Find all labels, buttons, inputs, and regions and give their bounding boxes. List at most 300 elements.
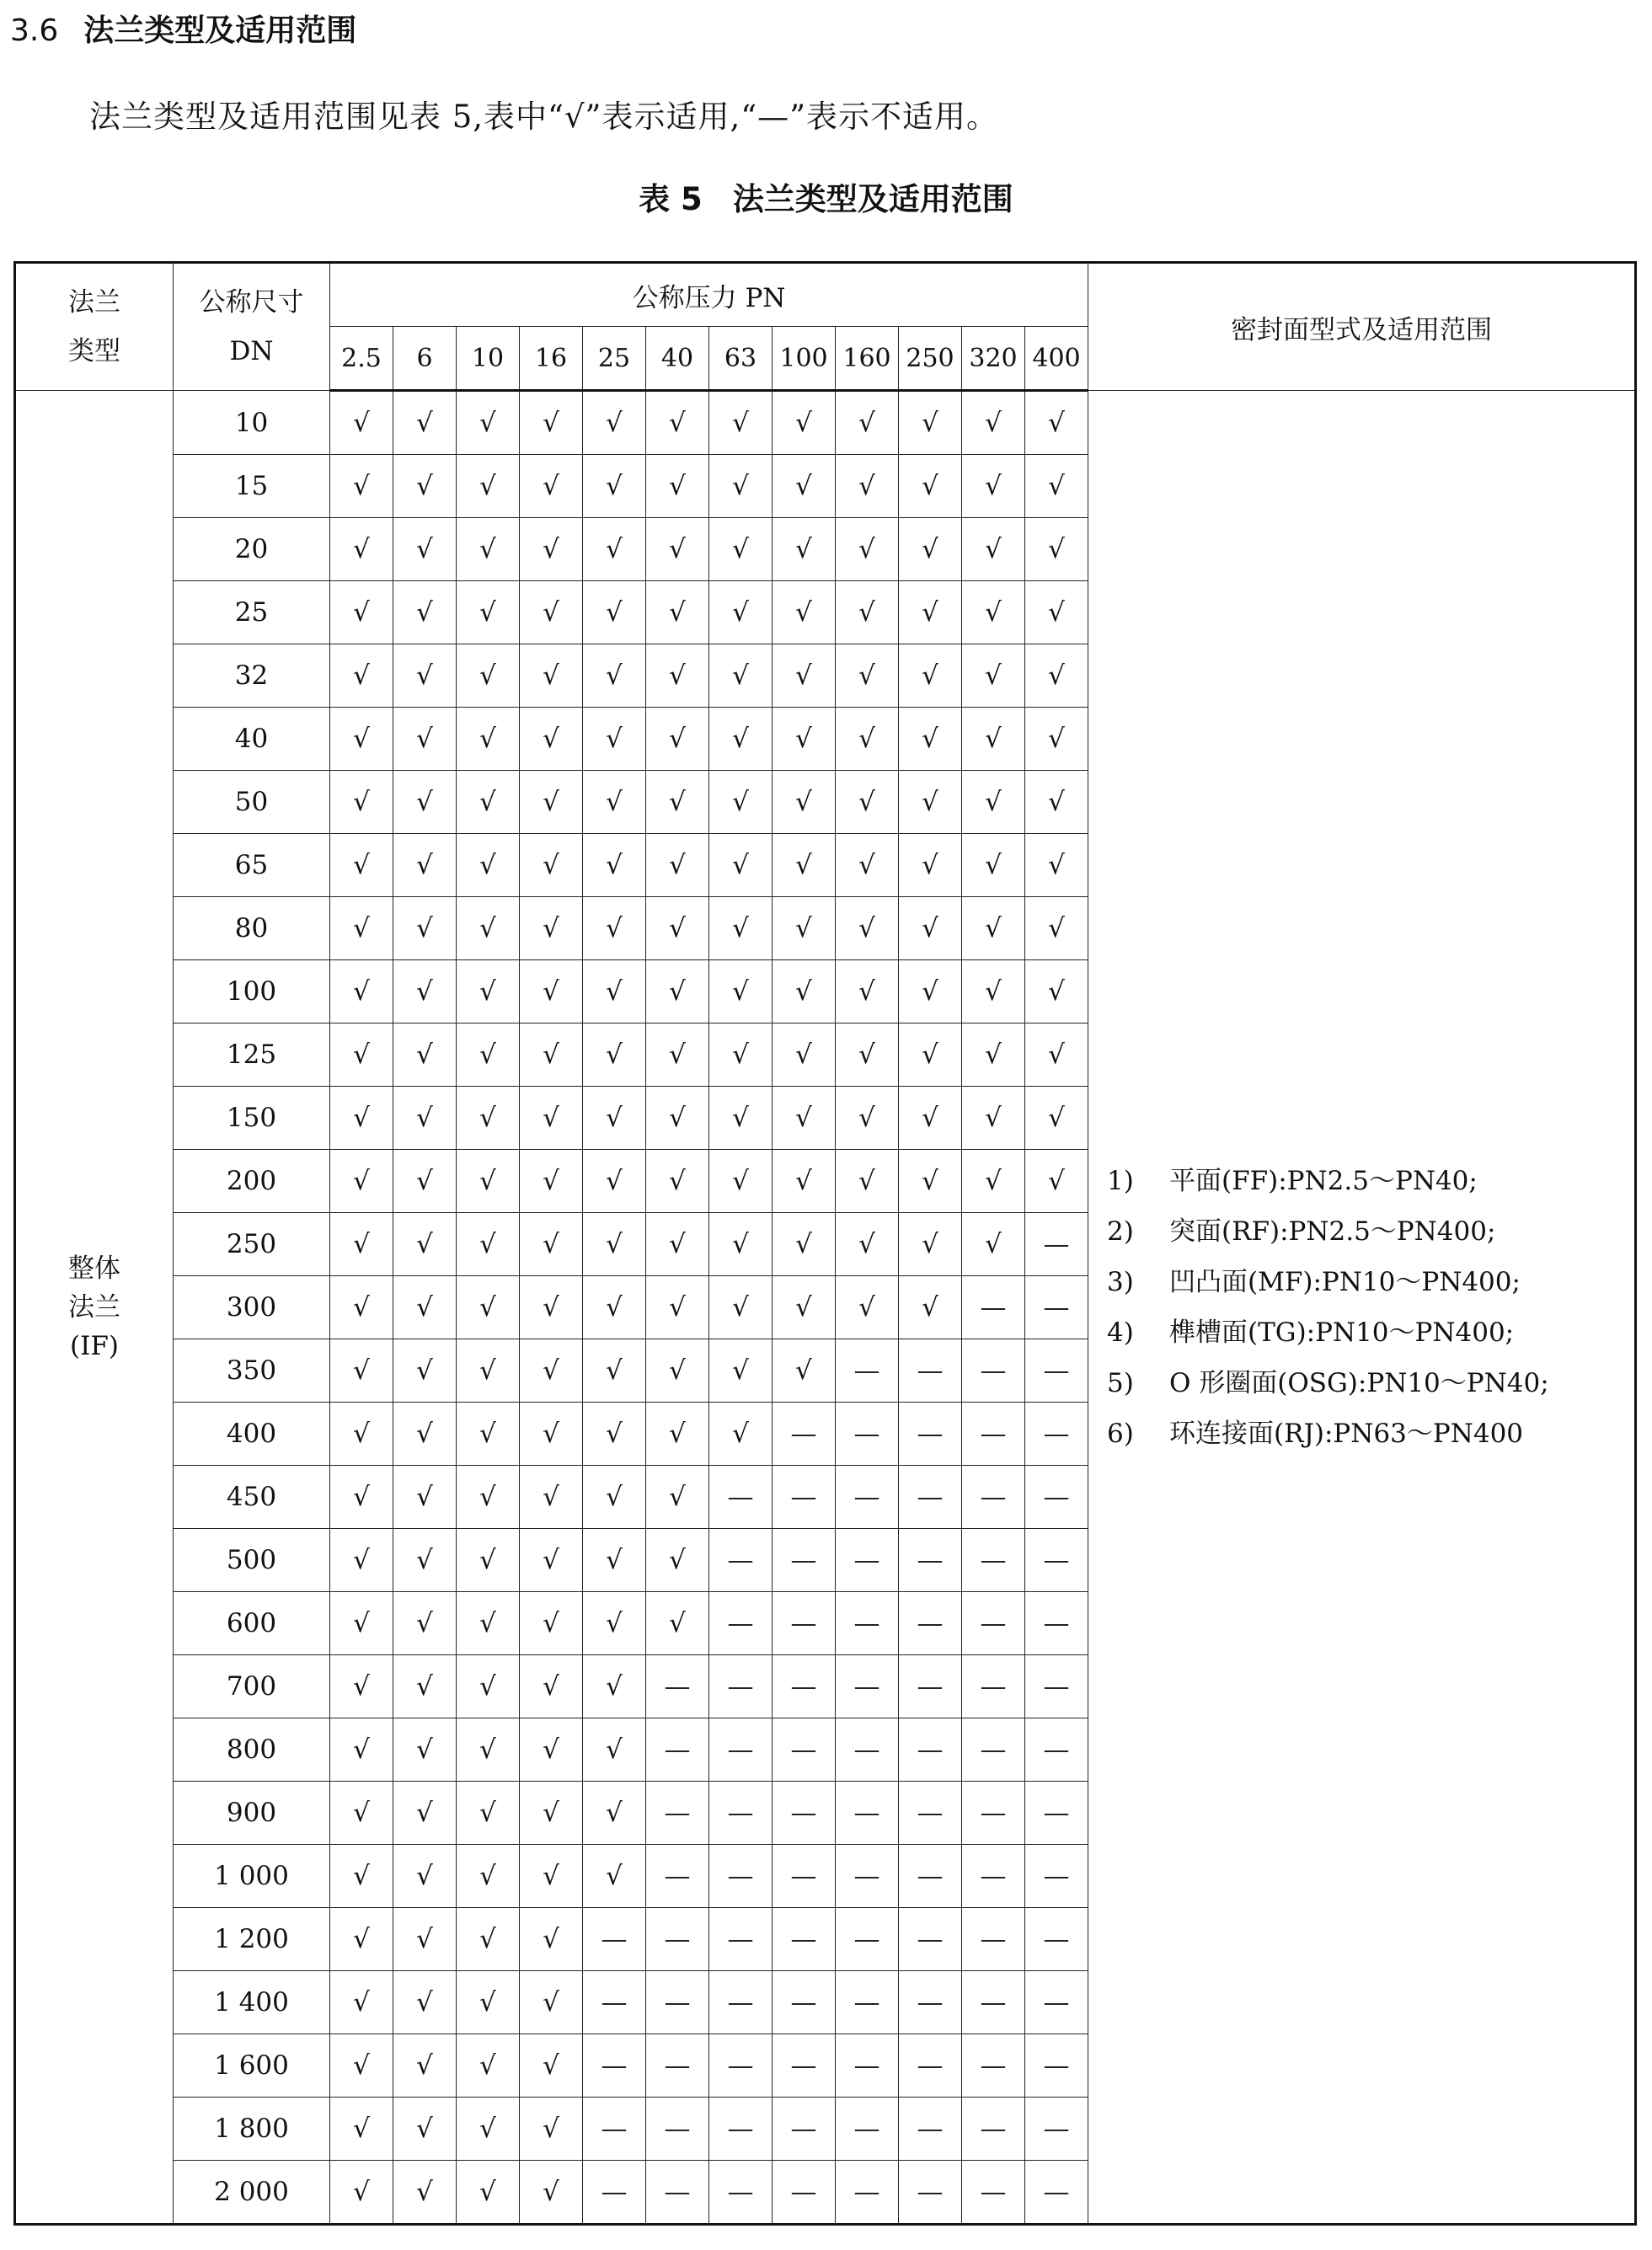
dn-cell: 32 — [174, 644, 330, 708]
applicable-mark: √ — [393, 708, 457, 771]
header-nominal-size: 公称尺寸 DN — [174, 263, 330, 391]
applicable-mark: √ — [583, 391, 646, 455]
not-applicable-mark: — — [1025, 1908, 1088, 1971]
applicable-mark: √ — [393, 1592, 457, 1655]
applicable-mark: √ — [709, 1276, 773, 1339]
applicable-mark: √ — [457, 1529, 520, 1592]
applicable-mark: √ — [583, 1782, 646, 1845]
not-applicable-mark: — — [899, 1908, 962, 1971]
applicable-mark: √ — [962, 771, 1025, 834]
applicable-mark: √ — [962, 455, 1025, 518]
applicable-mark: √ — [520, 771, 583, 834]
applicable-mark: √ — [457, 897, 520, 960]
not-applicable-mark: — — [1025, 1971, 1088, 2034]
not-applicable-mark: — — [583, 1971, 646, 2034]
applicable-mark: √ — [393, 1466, 457, 1529]
applicable-mark: √ — [330, 1529, 393, 1592]
seal-face-item: 2) 突面(RF):PN2.5～PN400; — [1107, 1216, 1496, 1247]
dn-cell: 1 000 — [174, 1845, 330, 1908]
applicable-mark: √ — [457, 644, 520, 708]
applicable-mark: √ — [330, 1655, 393, 1718]
applicable-mark: √ — [520, 834, 583, 897]
not-applicable-mark: — — [1025, 2034, 1088, 2098]
not-applicable-mark: — — [962, 1971, 1025, 2034]
applicable-mark: √ — [520, 1403, 583, 1466]
applicable-mark: √ — [330, 1908, 393, 1971]
applicable-mark: √ — [583, 708, 646, 771]
applicable-mark: √ — [583, 455, 646, 518]
applicable-mark: √ — [773, 708, 836, 771]
applicable-mark: √ — [899, 1276, 962, 1339]
applicable-mark: √ — [330, 391, 393, 455]
not-applicable-mark: — — [646, 2098, 709, 2161]
dn-cell: 350 — [174, 1339, 330, 1403]
not-applicable-mark: — — [709, 1845, 773, 1908]
applicable-mark: √ — [836, 518, 899, 581]
applicable-mark: √ — [330, 1782, 393, 1845]
not-applicable-mark: — — [1025, 1403, 1088, 1466]
applicable-mark: √ — [773, 1276, 836, 1339]
table-caption — [0, 174, 1652, 219]
not-applicable-mark: — — [1025, 1718, 1088, 1782]
applicable-mark: √ — [330, 581, 393, 644]
applicable-mark: √ — [330, 2098, 393, 2161]
applicable-mark: √ — [393, 2034, 457, 2098]
pn-header-5: 40 — [646, 327, 709, 391]
not-applicable-mark: — — [1025, 1276, 1088, 1339]
pn-header-7: 100 — [773, 327, 836, 391]
applicable-mark: √ — [646, 455, 709, 518]
not-applicable-mark: — — [836, 1782, 899, 1845]
applicable-mark: √ — [773, 644, 836, 708]
dn-cell: 1 800 — [174, 2098, 330, 2161]
applicable-mark: √ — [520, 391, 583, 455]
pn-header-0: 2.5 — [330, 327, 393, 391]
not-applicable-mark: — — [962, 1529, 1025, 1592]
applicable-mark: √ — [646, 771, 709, 834]
applicable-mark: √ — [899, 644, 962, 708]
applicable-mark: √ — [393, 960, 457, 1023]
not-applicable-mark: — — [773, 1908, 836, 1971]
dn-cell: 20 — [174, 518, 330, 581]
applicable-mark: √ — [773, 391, 836, 455]
applicable-mark: √ — [330, 1023, 393, 1087]
applicable-mark: √ — [1025, 518, 1088, 581]
not-applicable-mark: — — [1025, 2098, 1088, 2161]
applicable-mark: √ — [709, 1023, 773, 1087]
applicable-mark: √ — [773, 960, 836, 1023]
applicable-mark: √ — [457, 1908, 520, 1971]
applicable-mark: √ — [520, 1213, 583, 1276]
applicable-mark: √ — [583, 1023, 646, 1087]
not-applicable-mark: — — [646, 1718, 709, 1782]
applicable-mark: √ — [330, 1845, 393, 1908]
applicable-mark: √ — [773, 1087, 836, 1150]
applicable-mark: √ — [393, 581, 457, 644]
not-applicable-mark: — — [899, 1782, 962, 1845]
dn-cell: 125 — [174, 1023, 330, 1087]
not-applicable-mark: — — [962, 2098, 1025, 2161]
applicable-mark: √ — [899, 391, 962, 455]
applicable-mark: √ — [520, 1718, 583, 1782]
applicable-mark: √ — [520, 1845, 583, 1908]
pn-header-8: 160 — [836, 327, 899, 391]
dn-cell: 100 — [174, 960, 330, 1023]
not-applicable-mark: — — [1025, 2161, 1088, 2225]
not-applicable-mark: — — [646, 1908, 709, 1971]
not-applicable-mark: — — [836, 1971, 899, 2034]
applicable-mark: √ — [583, 1087, 646, 1150]
dn-cell: 400 — [174, 1403, 330, 1466]
applicable-mark: √ — [393, 2098, 457, 2161]
applicable-mark: √ — [962, 960, 1025, 1023]
applicable-mark: √ — [709, 1150, 773, 1213]
applicable-mark: √ — [457, 1403, 520, 1466]
applicable-mark: √ — [393, 1971, 457, 2034]
applicable-mark: √ — [709, 960, 773, 1023]
dn-cell: 80 — [174, 897, 330, 960]
applicable-mark: √ — [1025, 897, 1088, 960]
not-applicable-mark: — — [1025, 1592, 1088, 1655]
applicable-mark: √ — [583, 1655, 646, 1718]
not-applicable-mark: — — [709, 1782, 773, 1845]
seal-face-cell — [1088, 391, 1636, 2225]
applicable-mark: √ — [330, 708, 393, 771]
not-applicable-mark: — — [773, 2161, 836, 2225]
applicable-mark: √ — [899, 455, 962, 518]
applicable-mark: √ — [457, 1655, 520, 1718]
not-applicable-mark: — — [773, 1718, 836, 1782]
applicable-mark: √ — [1025, 644, 1088, 708]
applicable-mark: √ — [330, 897, 393, 960]
applicable-mark: √ — [1025, 771, 1088, 834]
applicable-mark: √ — [836, 455, 899, 518]
applicable-mark: √ — [330, 1087, 393, 1150]
applicable-mark: √ — [962, 518, 1025, 581]
applicable-mark: √ — [520, 708, 583, 771]
applicable-mark: √ — [709, 1087, 773, 1150]
applicable-mark: √ — [520, 1150, 583, 1213]
applicable-mark: √ — [899, 518, 962, 581]
applicable-mark: √ — [836, 1023, 899, 1087]
pn-header-11: 400 — [1025, 327, 1088, 391]
applicable-mark: √ — [836, 834, 899, 897]
applicable-mark: √ — [393, 1150, 457, 1213]
not-applicable-mark: — — [836, 1592, 899, 1655]
dn-cell: 150 — [174, 1087, 330, 1150]
applicable-mark: √ — [330, 644, 393, 708]
applicable-mark: √ — [646, 644, 709, 708]
applicable-mark: √ — [393, 1023, 457, 1087]
applicable-mark: √ — [773, 771, 836, 834]
table-number: 表 5 — [639, 181, 703, 217]
applicable-mark: √ — [330, 1718, 393, 1782]
not-applicable-mark: — — [899, 1403, 962, 1466]
applicable-mark: √ — [1025, 1087, 1088, 1150]
applicable-mark: √ — [583, 1276, 646, 1339]
applicable-mark: √ — [836, 771, 899, 834]
applicable-mark: √ — [646, 1466, 709, 1529]
applicable-mark: √ — [457, 2034, 520, 2098]
applicable-mark: √ — [836, 1150, 899, 1213]
applicable-mark: √ — [1025, 455, 1088, 518]
applicable-mark: √ — [520, 1529, 583, 1592]
not-applicable-mark: — — [1025, 1529, 1088, 1592]
applicable-mark: √ — [330, 1150, 393, 1213]
applicable-mark: √ — [393, 1087, 457, 1150]
applicable-mark: √ — [393, 1845, 457, 1908]
dn-cell: 50 — [174, 771, 330, 834]
not-applicable-mark: — — [646, 2034, 709, 2098]
applicable-mark: √ — [457, 1339, 520, 1403]
applicable-mark: √ — [646, 1213, 709, 1276]
not-applicable-mark: — — [773, 1655, 836, 1718]
applicable-mark: √ — [393, 897, 457, 960]
applicable-mark: √ — [520, 1087, 583, 1150]
applicable-mark: √ — [393, 1339, 457, 1403]
dn-cell: 900 — [174, 1782, 330, 1845]
applicable-mark: √ — [520, 1466, 583, 1529]
not-applicable-mark: — — [773, 1845, 836, 1908]
dn-cell: 10 — [174, 391, 330, 455]
applicable-mark: √ — [330, 834, 393, 897]
applicable-mark: √ — [1025, 391, 1088, 455]
applicable-mark: √ — [962, 708, 1025, 771]
applicable-mark: √ — [393, 518, 457, 581]
applicable-mark: √ — [836, 1213, 899, 1276]
applicable-mark: √ — [962, 1213, 1025, 1276]
applicable-mark: √ — [393, 1529, 457, 1592]
applicable-mark: √ — [520, 1276, 583, 1339]
dn-cell: 250 — [174, 1213, 330, 1276]
applicable-mark: √ — [646, 391, 709, 455]
not-applicable-mark: — — [1025, 1845, 1088, 1908]
applicable-mark: √ — [583, 1213, 646, 1276]
not-applicable-mark: — — [962, 1466, 1025, 1529]
applicable-mark: √ — [646, 960, 709, 1023]
applicable-mark: √ — [899, 897, 962, 960]
applicable-mark: √ — [583, 897, 646, 960]
applicable-mark: √ — [646, 1592, 709, 1655]
applicable-mark: √ — [330, 2034, 393, 2098]
not-applicable-mark: — — [773, 2098, 836, 2161]
not-applicable-mark: — — [709, 2034, 773, 2098]
not-applicable-mark: — — [836, 1529, 899, 1592]
not-applicable-mark: — — [646, 1655, 709, 1718]
applicable-mark: √ — [583, 644, 646, 708]
applicable-mark: √ — [330, 455, 393, 518]
applicable-mark: √ — [583, 960, 646, 1023]
applicable-mark: √ — [646, 518, 709, 581]
not-applicable-mark: — — [836, 2034, 899, 2098]
applicable-mark: √ — [1025, 960, 1088, 1023]
applicable-mark: √ — [330, 1971, 393, 2034]
applicable-mark: √ — [583, 834, 646, 897]
not-applicable-mark: — — [836, 1845, 899, 1908]
applicable-mark: √ — [330, 1466, 393, 1529]
dn-cell: 200 — [174, 1150, 330, 1213]
applicable-mark: √ — [520, 1023, 583, 1087]
applicable-mark: √ — [520, 897, 583, 960]
applicable-mark: √ — [962, 391, 1025, 455]
applicable-mark: √ — [393, 455, 457, 518]
applicable-mark: √ — [709, 1403, 773, 1466]
section-heading — [10, 7, 356, 50]
not-applicable-mark: — — [899, 2098, 962, 2161]
applicable-mark: √ — [457, 518, 520, 581]
not-applicable-mark: — — [962, 1592, 1025, 1655]
applicable-mark: √ — [646, 897, 709, 960]
not-applicable-mark: — — [709, 1529, 773, 1592]
applicable-mark: √ — [583, 581, 646, 644]
applicable-mark: √ — [836, 708, 899, 771]
dn-cell: 600 — [174, 1592, 330, 1655]
applicable-mark: √ — [520, 2098, 583, 2161]
applicable-mark: √ — [393, 1213, 457, 1276]
not-applicable-mark: — — [1025, 1655, 1088, 1718]
not-applicable-mark: — — [836, 1908, 899, 1971]
seal-face-list — [1088, 1156, 1634, 1459]
dn-cell: 300 — [174, 1276, 330, 1339]
applicable-mark: √ — [330, 518, 393, 581]
pn-header-2: 10 — [457, 327, 520, 391]
not-applicable-mark: — — [899, 1592, 962, 1655]
not-applicable-mark: — — [962, 1276, 1025, 1339]
applicable-mark: √ — [583, 1339, 646, 1403]
not-applicable-mark: — — [773, 1529, 836, 1592]
dn-cell: 65 — [174, 834, 330, 897]
not-applicable-mark: — — [1025, 1213, 1088, 1276]
applicable-mark: √ — [1025, 1150, 1088, 1213]
applicable-mark: √ — [457, 1782, 520, 1845]
dn-cell: 500 — [174, 1529, 330, 1592]
applicable-mark: √ — [393, 644, 457, 708]
applicable-mark: √ — [583, 518, 646, 581]
applicable-mark: √ — [457, 1592, 520, 1655]
pn-header-6: 63 — [709, 327, 773, 391]
intro-paragraph: 法兰类型及适用范围见表 5,表中“√”表示适用,“—”表示不适用。 — [89, 99, 999, 135]
pn-header-4: 25 — [583, 327, 646, 391]
applicable-mark: √ — [520, 1339, 583, 1403]
not-applicable-mark: — — [836, 1466, 899, 1529]
applicable-mark: √ — [709, 644, 773, 708]
applicable-mark: √ — [520, 2034, 583, 2098]
applicable-mark: √ — [646, 1023, 709, 1087]
applicable-mark: √ — [899, 771, 962, 834]
applicable-mark: √ — [457, 455, 520, 518]
not-applicable-mark: — — [836, 1718, 899, 1782]
applicable-mark: √ — [646, 1276, 709, 1339]
applicable-mark: √ — [583, 1845, 646, 1908]
dn-cell: 700 — [174, 1655, 330, 1718]
not-applicable-mark: — — [962, 2034, 1025, 2098]
not-applicable-mark: — — [836, 1655, 899, 1718]
dn-cell: 40 — [174, 708, 330, 771]
applicable-mark: √ — [393, 834, 457, 897]
applicable-mark: √ — [583, 1466, 646, 1529]
applicable-mark: √ — [773, 1213, 836, 1276]
not-applicable-mark: — — [962, 1782, 1025, 1845]
applicable-mark: √ — [457, 1466, 520, 1529]
dn-cell: 2 000 — [174, 2161, 330, 2225]
not-applicable-mark: — — [709, 1718, 773, 1782]
not-applicable-mark: — — [709, 2098, 773, 2161]
pn-header-9: 250 — [899, 327, 962, 391]
not-applicable-mark: — — [899, 1718, 962, 1782]
header-flange-type: 法兰 类型 — [15, 263, 174, 391]
applicable-mark: √ — [709, 897, 773, 960]
not-applicable-mark: — — [836, 1339, 899, 1403]
not-applicable-mark: — — [773, 1466, 836, 1529]
applicable-mark: √ — [773, 1150, 836, 1213]
section-title: 法兰类型及适用范围 — [83, 13, 357, 48]
seal-face-item: 5) O 形圈面(OSG):PN10～PN40; — [1107, 1367, 1549, 1398]
applicable-mark: √ — [899, 708, 962, 771]
applicable-mark: √ — [393, 1908, 457, 1971]
not-applicable-mark: — — [899, 1655, 962, 1718]
not-applicable-mark: — — [646, 2161, 709, 2225]
applicable-mark: √ — [1025, 581, 1088, 644]
applicable-mark: √ — [583, 1592, 646, 1655]
applicable-mark: √ — [457, 708, 520, 771]
not-applicable-mark: — — [962, 1908, 1025, 1971]
dn-cell: 800 — [174, 1718, 330, 1782]
applicable-mark: √ — [962, 581, 1025, 644]
not-applicable-mark: — — [773, 1403, 836, 1466]
dn-cell: 1 600 — [174, 2034, 330, 2098]
not-applicable-mark: — — [773, 1782, 836, 1845]
not-applicable-mark: — — [583, 2034, 646, 2098]
applicable-mark: √ — [330, 1592, 393, 1655]
not-applicable-mark: — — [899, 1529, 962, 1592]
not-applicable-mark: — — [583, 2098, 646, 2161]
applicable-mark: √ — [330, 1213, 393, 1276]
applicable-mark: √ — [773, 897, 836, 960]
applicable-mark: √ — [330, 771, 393, 834]
applicable-mark: √ — [836, 960, 899, 1023]
applicable-mark: √ — [457, 1213, 520, 1276]
not-applicable-mark: — — [709, 1466, 773, 1529]
applicable-mark: √ — [457, 1023, 520, 1087]
applicable-mark: √ — [457, 1845, 520, 1908]
applicable-mark: √ — [520, 960, 583, 1023]
applicable-mark: √ — [520, 518, 583, 581]
not-applicable-mark: — — [646, 1971, 709, 2034]
applicable-mark: √ — [646, 708, 709, 771]
not-applicable-mark: — — [962, 1339, 1025, 1403]
applicable-mark: √ — [520, 1908, 583, 1971]
applicable-mark: √ — [457, 834, 520, 897]
not-applicable-mark: — — [1025, 1782, 1088, 1845]
applicable-mark: √ — [836, 644, 899, 708]
applicable-mark: √ — [583, 1529, 646, 1592]
applicable-mark: √ — [457, 1087, 520, 1150]
not-applicable-mark: — — [646, 1782, 709, 1845]
applicable-mark: √ — [457, 960, 520, 1023]
applicable-mark: √ — [646, 1529, 709, 1592]
header-nominal-pressure: 公称压力 PN — [330, 263, 1088, 327]
applicable-mark: √ — [709, 391, 773, 455]
applicable-mark: √ — [457, 2098, 520, 2161]
applicable-mark: √ — [709, 581, 773, 644]
applicable-mark: √ — [646, 1403, 709, 1466]
applicable-mark: √ — [899, 1023, 962, 1087]
applicable-mark: √ — [773, 1339, 836, 1403]
applicable-mark: √ — [962, 644, 1025, 708]
seal-face-item: 4) 榫槽面(TG):PN10～PN400; — [1107, 1317, 1515, 1348]
applicable-mark: √ — [709, 455, 773, 518]
pn-header-1: 6 — [393, 327, 457, 391]
